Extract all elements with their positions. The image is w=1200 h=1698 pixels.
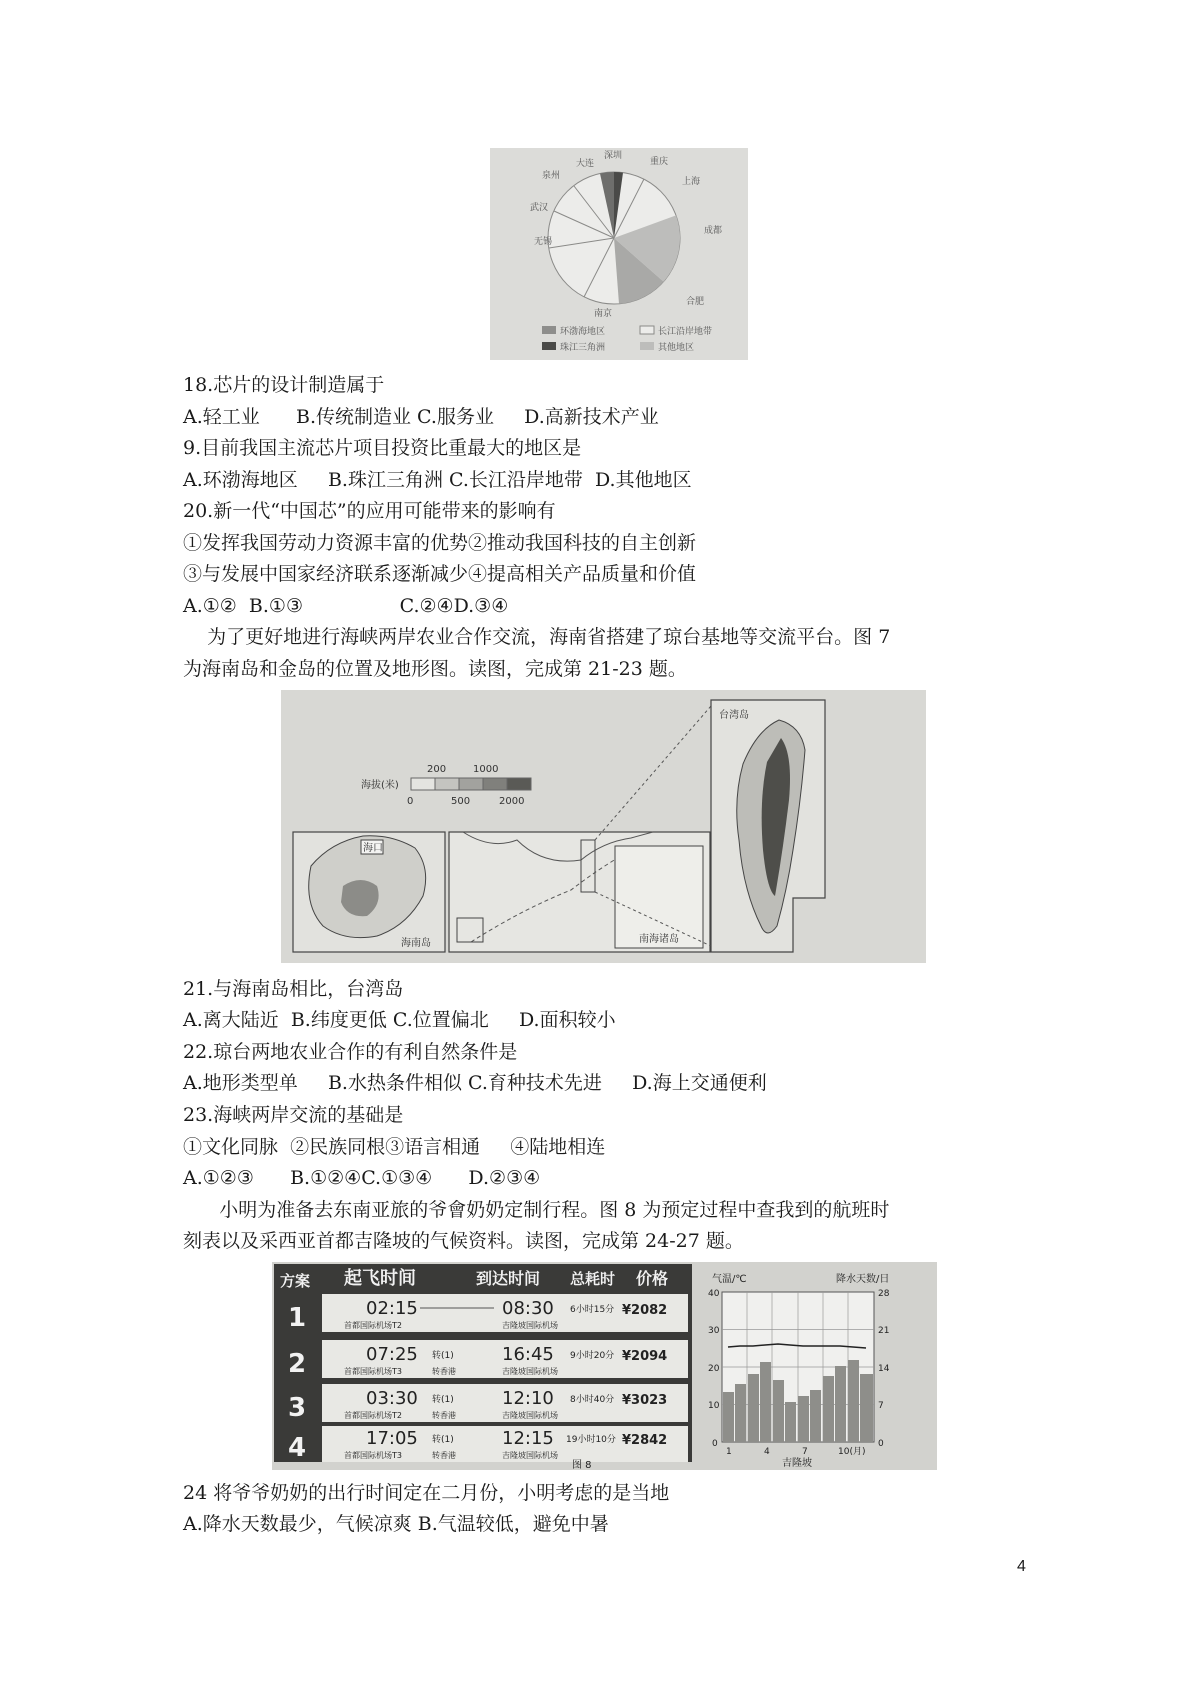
question-21-options: A.离大陆近 B.纬度更低 C.位置偏北 D.面积较小 bbox=[183, 1009, 616, 1031]
table-header-arr: 到达时间 bbox=[476, 1269, 541, 1288]
climate-right-tick-28: 28 bbox=[878, 1289, 890, 1299]
row-2-price: ¥2094 bbox=[622, 1349, 668, 1364]
row-4-arr-time: 12:15 bbox=[502, 1428, 554, 1449]
legend-other: 其他地区 bbox=[658, 343, 695, 353]
row-3-dep-airport: 首都国际机场T2 bbox=[344, 1411, 402, 1420]
row-3-number: 3 bbox=[288, 1393, 307, 1423]
legend-tick-2000: 2000 bbox=[499, 796, 525, 807]
legend-bohai: 环渤海地区 bbox=[560, 327, 606, 337]
passage-21-line-1: 为了更好地进行海峡两岸农业合作交流，海南省搭建了琼台基地等交流平台。图 7 bbox=[183, 626, 891, 648]
row-1-arr-airport: 吉隆坡国际机场 bbox=[502, 1321, 558, 1330]
row-3-arr-time: 12:10 bbox=[502, 1388, 554, 1409]
pie-label-wuhan: 武汉 bbox=[530, 203, 549, 213]
pie-label-chongqing: 重庆 bbox=[650, 157, 669, 167]
pie-label-dalian: 大连 bbox=[576, 159, 595, 169]
question-22-stem: 22.琼台两地农业合作的有利自然条件是 bbox=[183, 1041, 518, 1063]
climate-right-tick-7: 7 bbox=[878, 1401, 884, 1411]
climate-right-axis-label: 降水天数/日 bbox=[836, 1274, 890, 1285]
question-20-stem: 20.新一代“中国芯”的应用可能带来的影响有 bbox=[183, 500, 556, 522]
legend-tick-0: 0 bbox=[407, 796, 414, 807]
row-1-duration: 6小时15分 bbox=[570, 1305, 615, 1315]
row-4-dep-time: 17:05 bbox=[366, 1428, 418, 1449]
legend-tick-500: 500 bbox=[451, 796, 471, 807]
label-taiwan-island: 台湾岛 bbox=[719, 710, 749, 721]
row-2-dep-time: 07:25 bbox=[366, 1344, 418, 1365]
question-21-stem: 21.与海南岛相比，台湾岛 bbox=[183, 978, 404, 1000]
row-3-duration: 8小时40分 bbox=[570, 1395, 615, 1405]
passage-24-line-1: 小明为准备去东南亚旅的爷會奶奶定制行程。图 8 为预定过程中查我到的航班时 bbox=[183, 1199, 890, 1221]
terrain-map bbox=[281, 690, 926, 963]
question-19-stem: 9.目前我国主流芯片项目投资比重最大的地区是 bbox=[183, 437, 582, 459]
figure-8-caption: 图 8 bbox=[572, 1460, 592, 1470]
question-24-options: A.降水天数最少，气候凉爽 B.气温较低，避免中暑 bbox=[183, 1513, 609, 1535]
question-23-options: A.①②③ B.①②④C.①③④ D.②③④ bbox=[183, 1167, 541, 1189]
climate-month-4: 4 bbox=[764, 1447, 770, 1457]
table-header-price: 价格 bbox=[636, 1269, 669, 1288]
row-4-arr-airport: 吉隆坡国际机场 bbox=[502, 1451, 558, 1460]
pie-label-chengdu: 成都 bbox=[704, 226, 723, 236]
question-22-options: A.地形类型单 B.水热条件相似 C.育种技术先进 D.海上交通便利 bbox=[183, 1072, 767, 1094]
pie-label-hefei: 合肥 bbox=[686, 297, 705, 307]
pie-label-shanghai: 上海 bbox=[682, 177, 701, 187]
row-1-dep-time: 02:15 bbox=[366, 1298, 418, 1319]
passage-21-line-2: 为海南岛和金岛的位置及地形图。读图，完成第 21-23 题。 bbox=[183, 658, 687, 680]
label-south-china-sea: 南海诸岛 bbox=[639, 934, 679, 945]
climate-month-1: 1 bbox=[726, 1447, 732, 1457]
legend-title: 海拔(米) bbox=[361, 780, 399, 791]
climate-left-tick-30: 30 bbox=[708, 1326, 720, 1336]
row-1-number: 1 bbox=[288, 1303, 307, 1333]
question-18-options: A.轻工业 B.传统制造业 C.服务业 D.高新技术产业 bbox=[183, 406, 659, 428]
question-20-options: A.①② B.①③ C.②④D.③④ bbox=[183, 595, 509, 617]
pie-label-quanzhou: 泉州 bbox=[542, 171, 561, 181]
chip-investment-pie-figure bbox=[490, 148, 748, 360]
row-2-dep-airport: 首都国际机场T3 bbox=[344, 1367, 402, 1376]
row-4-price: ¥2842 bbox=[622, 1433, 668, 1448]
row-4-number: 4 bbox=[288, 1433, 307, 1463]
row-3-price: ¥3023 bbox=[622, 1393, 668, 1408]
question-19-options: A.环渤海地区 B.珠江三角洲 C.长江沿岸地带 D.其他地区 bbox=[183, 469, 692, 491]
row-4-duration: 19小时10分 bbox=[566, 1435, 616, 1445]
legend-tick-200: 200 bbox=[427, 764, 447, 775]
row-4-dep-airport: 首都国际机场T3 bbox=[344, 1451, 402, 1460]
climate-right-tick-14: 14 bbox=[878, 1364, 890, 1374]
table-header-duration: 总耗时 bbox=[570, 1270, 616, 1288]
hainan-taiwan-map-figure bbox=[281, 690, 926, 963]
question-24-stem: 24 将爷爷奶奶的出行时间定在二月份，小明考虑的是当地 bbox=[183, 1482, 670, 1504]
climate-right-tick-0: 0 bbox=[878, 1439, 884, 1449]
row-2-arr-time: 16:45 bbox=[502, 1344, 554, 1365]
legend-tick-1000: 1000 bbox=[473, 764, 499, 775]
row-3-dep-time: 03:30 bbox=[366, 1388, 418, 1409]
question-18-stem: 18.芯片的设计制造属于 bbox=[183, 374, 385, 396]
label-haikou: 海口 bbox=[363, 843, 383, 854]
question-20-items-2: ③与发展中国家经济联系逐渐减少④提高相关产品质量和价值 bbox=[183, 563, 697, 585]
row-2-arr-airport: 吉隆坡国际机场 bbox=[502, 1367, 558, 1376]
row-3-arr-airport: 吉隆坡国际机场 bbox=[502, 1411, 558, 1420]
row-2-number: 2 bbox=[288, 1349, 307, 1379]
row-1-price: ¥2082 bbox=[622, 1303, 668, 1318]
flight-and-climate-figure bbox=[272, 1262, 937, 1470]
question-23-items: ①文化同脉 ②民族同根③语言相通 ④陆地相连 bbox=[183, 1136, 606, 1158]
row-4-via-city: 转香港 bbox=[432, 1451, 456, 1460]
passage-24-line-2: 刻表以及采西亚首都吉隆坡的气候资料。读图，完成第 24-27 题。 bbox=[183, 1230, 744, 1252]
row-3-via: 转(1) bbox=[432, 1395, 454, 1405]
climate-left-tick-20: 20 bbox=[708, 1364, 720, 1374]
row-1-arr-time: 08:30 bbox=[502, 1298, 554, 1319]
climate-left-tick-10: 10 bbox=[708, 1401, 720, 1411]
pie-chart bbox=[490, 148, 748, 360]
pie-label-shenzhen: 深圳 bbox=[604, 151, 623, 161]
row-4-via: 转(1) bbox=[432, 1435, 454, 1445]
climate-month-7: 7 bbox=[802, 1447, 808, 1457]
question-20-items-1: ①发挥我国劳动力资源丰富的优势②推动我国科技的自主创新 bbox=[183, 532, 697, 554]
label-hainan-island: 海南岛 bbox=[401, 938, 431, 949]
row-2-via: 转(1) bbox=[432, 1351, 454, 1361]
pie-label-nanjing: 南京 bbox=[594, 309, 613, 319]
row-1-dep-airport: 首都国际机场T2 bbox=[344, 1321, 402, 1330]
climate-city-label: 吉隆坡 bbox=[782, 1458, 812, 1469]
climate-left-tick-40: 40 bbox=[708, 1289, 720, 1299]
legend-yangtze: 长江沿岸地带 bbox=[658, 327, 713, 337]
table-header-plan: 方案 bbox=[280, 1272, 311, 1290]
climate-right-tick-21: 21 bbox=[878, 1326, 890, 1336]
question-23-stem: 23.海峡两岸交流的基础是 bbox=[183, 1104, 404, 1126]
climate-left-axis-label: 气温/℃ bbox=[712, 1274, 747, 1285]
pie-label-wuxi: 无锡 bbox=[534, 237, 553, 247]
row-2-via-city: 转香港 bbox=[432, 1367, 456, 1376]
page-number: 4 bbox=[1017, 1558, 1026, 1575]
climate-month-10: 10(月) bbox=[838, 1447, 866, 1457]
row-3-via-city: 转香港 bbox=[432, 1411, 456, 1420]
table-header-dep: 起飞时间 bbox=[344, 1268, 416, 1289]
legend-pearl-delta: 珠江三角洲 bbox=[560, 343, 606, 353]
row-2-duration: 9小时20分 bbox=[570, 1351, 615, 1361]
climate-left-tick-0: 0 bbox=[712, 1439, 718, 1449]
flight-climate-svg bbox=[272, 1262, 937, 1470]
